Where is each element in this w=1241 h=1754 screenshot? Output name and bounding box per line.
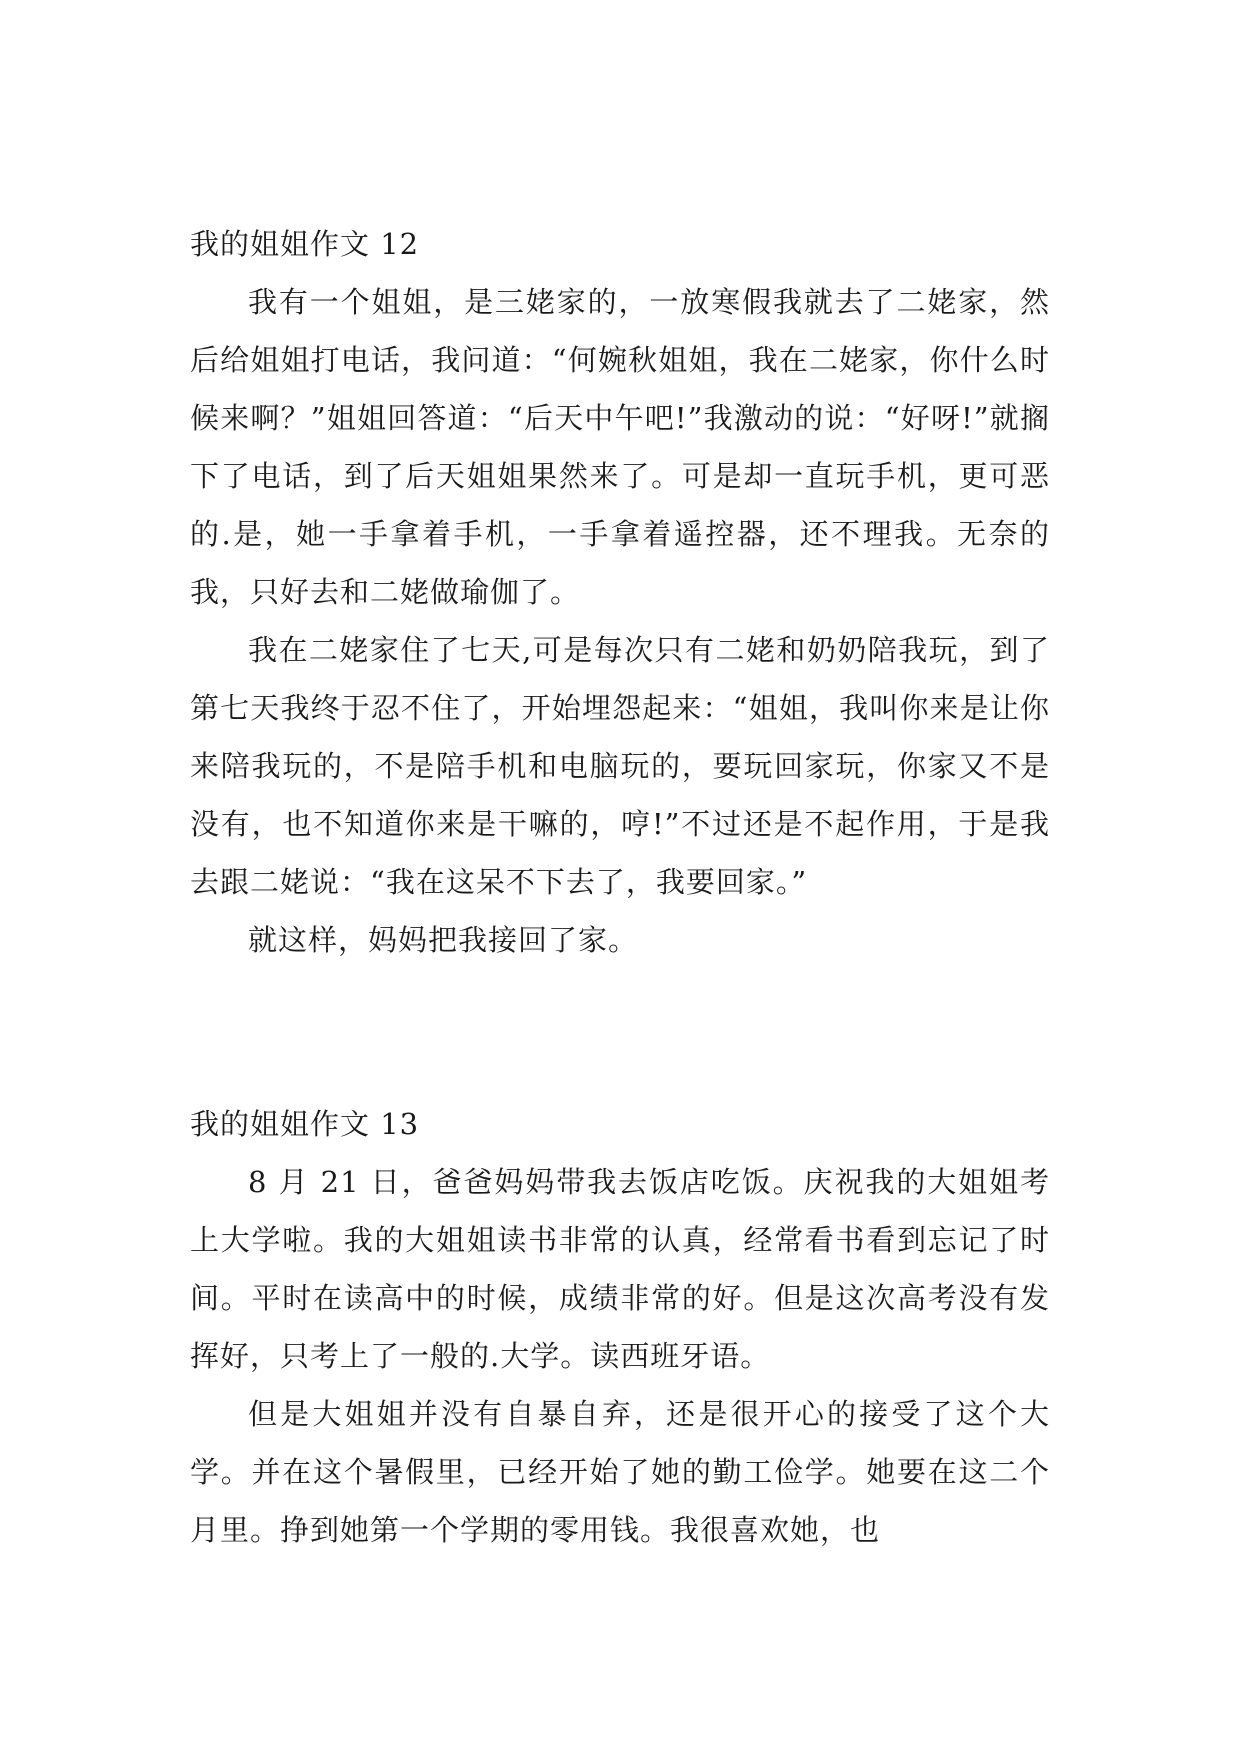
paragraph: 我在二姥家住了七天,可是每次只有二姥和奶奶陪我玩，到了第七天我终于忍不住了，开始埋怨起来：“姐姐，我叫你来是让你来陪我玩的，不是陪手机和电脑玩的，要玩回家玩，你家又不是没有，也不知道你来是干嘛的，哼!”不过还是不起作用，于是我去跟二姥说：“我在这呆不下去了，我要回家。”	[190, 633, 1050, 899]
section-title: 我的姐姐作文 13	[190, 1107, 420, 1141]
paragraph: 就这样，妈妈把我接回了家。	[248, 923, 639, 957]
essay-section-12	[190, 215, 1050, 969]
essay-section-13	[190, 1095, 1050, 1559]
paragraph: 但是大姐姐并没有自暴自弃，还是很开心的接受了这个大学。并在这个暑假里，已经开始了她的勤工俭学。她要在这二个月里。挣到她第一个学期的零用钱。我很喜欢她，也	[190, 1397, 1050, 1547]
paragraph: 我有一个姐姐，是三姥家的，一放寒假我就去了二姥家，然后给姐姐打电话，我问道：“何婉秋姐姐，我在二姥家，你什么时候来啊？”姐姐回答道：“后天中午吧!”我激动的说：“好呀!”就搁下了电话，到了后天姐姐果然来了。可是却一直玩手机，更可恶的.是，她一手拿着手机，一手拿着遥控器，还不理我。无奈的我，只好去和二姥做瑜伽了。	[190, 285, 1050, 609]
paragraph: 8 月 21 日，爸爸妈妈带我去饭店吃饭。庆祝我的大姐姐考上大学啦。我的大姐姐读书非常的认真，经常看书看到忘记了时间。平时在读高中的时候，成绩非常的好。但是这次高考没有发挥好，只考上了一般的.大学。读西班牙语。	[190, 1165, 1050, 1373]
section-title: 我的姐姐作文 12	[190, 227, 420, 261]
